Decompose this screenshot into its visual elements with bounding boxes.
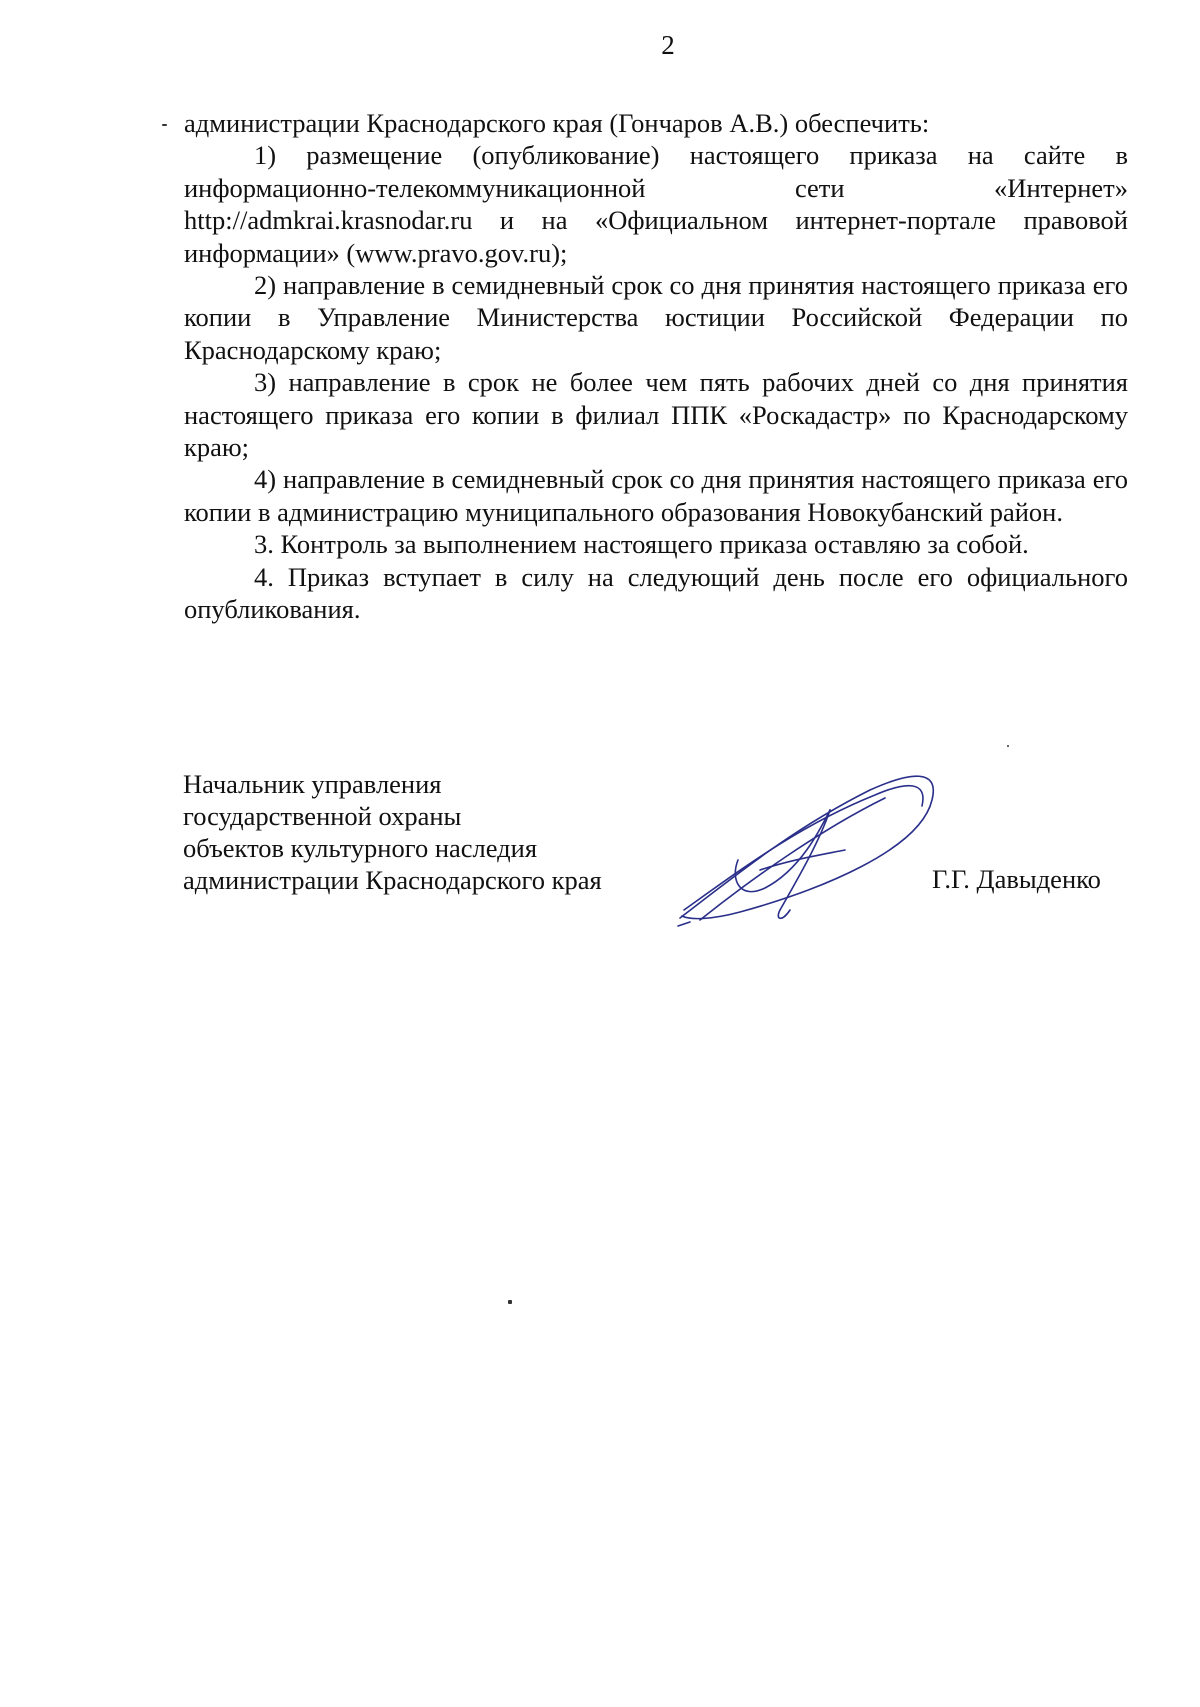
- paragraph-item-3: 3) направление в срок не более чем пять рабочих дней со дня принятия настоящего приказа его копии в филиал ППК «Роскадастр» по Краснодарскому краю;: [184, 367, 1128, 463]
- signer-title-line: Начальник управления: [183, 769, 442, 799]
- signer-title-line: объектов культурного наследия: [183, 833, 538, 863]
- paragraph-effective-date: 4. Приказ вступает в силу на следующий день после его официального опубликования.: [184, 561, 1128, 625]
- paragraph-control: 3. Контроль за выполнением настоящего приказа оставляю за собой.: [254, 529, 1029, 560]
- paragraph-item-2: 2) направление в семидневный срок со дня принятия настоящего приказа его копии в Управление Министерства юстиции Российской Федерации по Краснодарскому краю;: [184, 270, 1128, 365]
- paragraph-continuation: администрации Краснодарского края (Гончаров А.В.) обеспечить:: [184, 108, 930, 138]
- scan-speck: [508, 1300, 512, 1304]
- page-number: 2: [661, 30, 675, 60]
- paragraph-item-1: 1) размещение (опубликование) настоящего приказа на сайте в информационно-телекоммуникационной сети «Интернет» http://admkrai.krasnodar.ru и на «Официальном интернет-портале правовой информации» (www.pravo.gov.ru);: [184, 140, 1128, 268]
- scan-speck: [1007, 745, 1009, 747]
- scan-speck: [162, 124, 167, 126]
- paragraph-item-4: 4) направление в семидневный срок со дня принятия настоящего приказа его копии в администрацию муниципального образования Новокубанский район.: [184, 464, 1128, 527]
- order-body: [184, 107, 1128, 626]
- handwritten-signature: [670, 770, 940, 930]
- signer-title-block: [183, 768, 743, 896]
- signer-title-line: администрации Краснодарского края: [183, 865, 602, 895]
- signer-name: Г.Г. Давыденко: [932, 864, 1101, 894]
- signer-title-line: государственной охраны: [183, 801, 462, 831]
